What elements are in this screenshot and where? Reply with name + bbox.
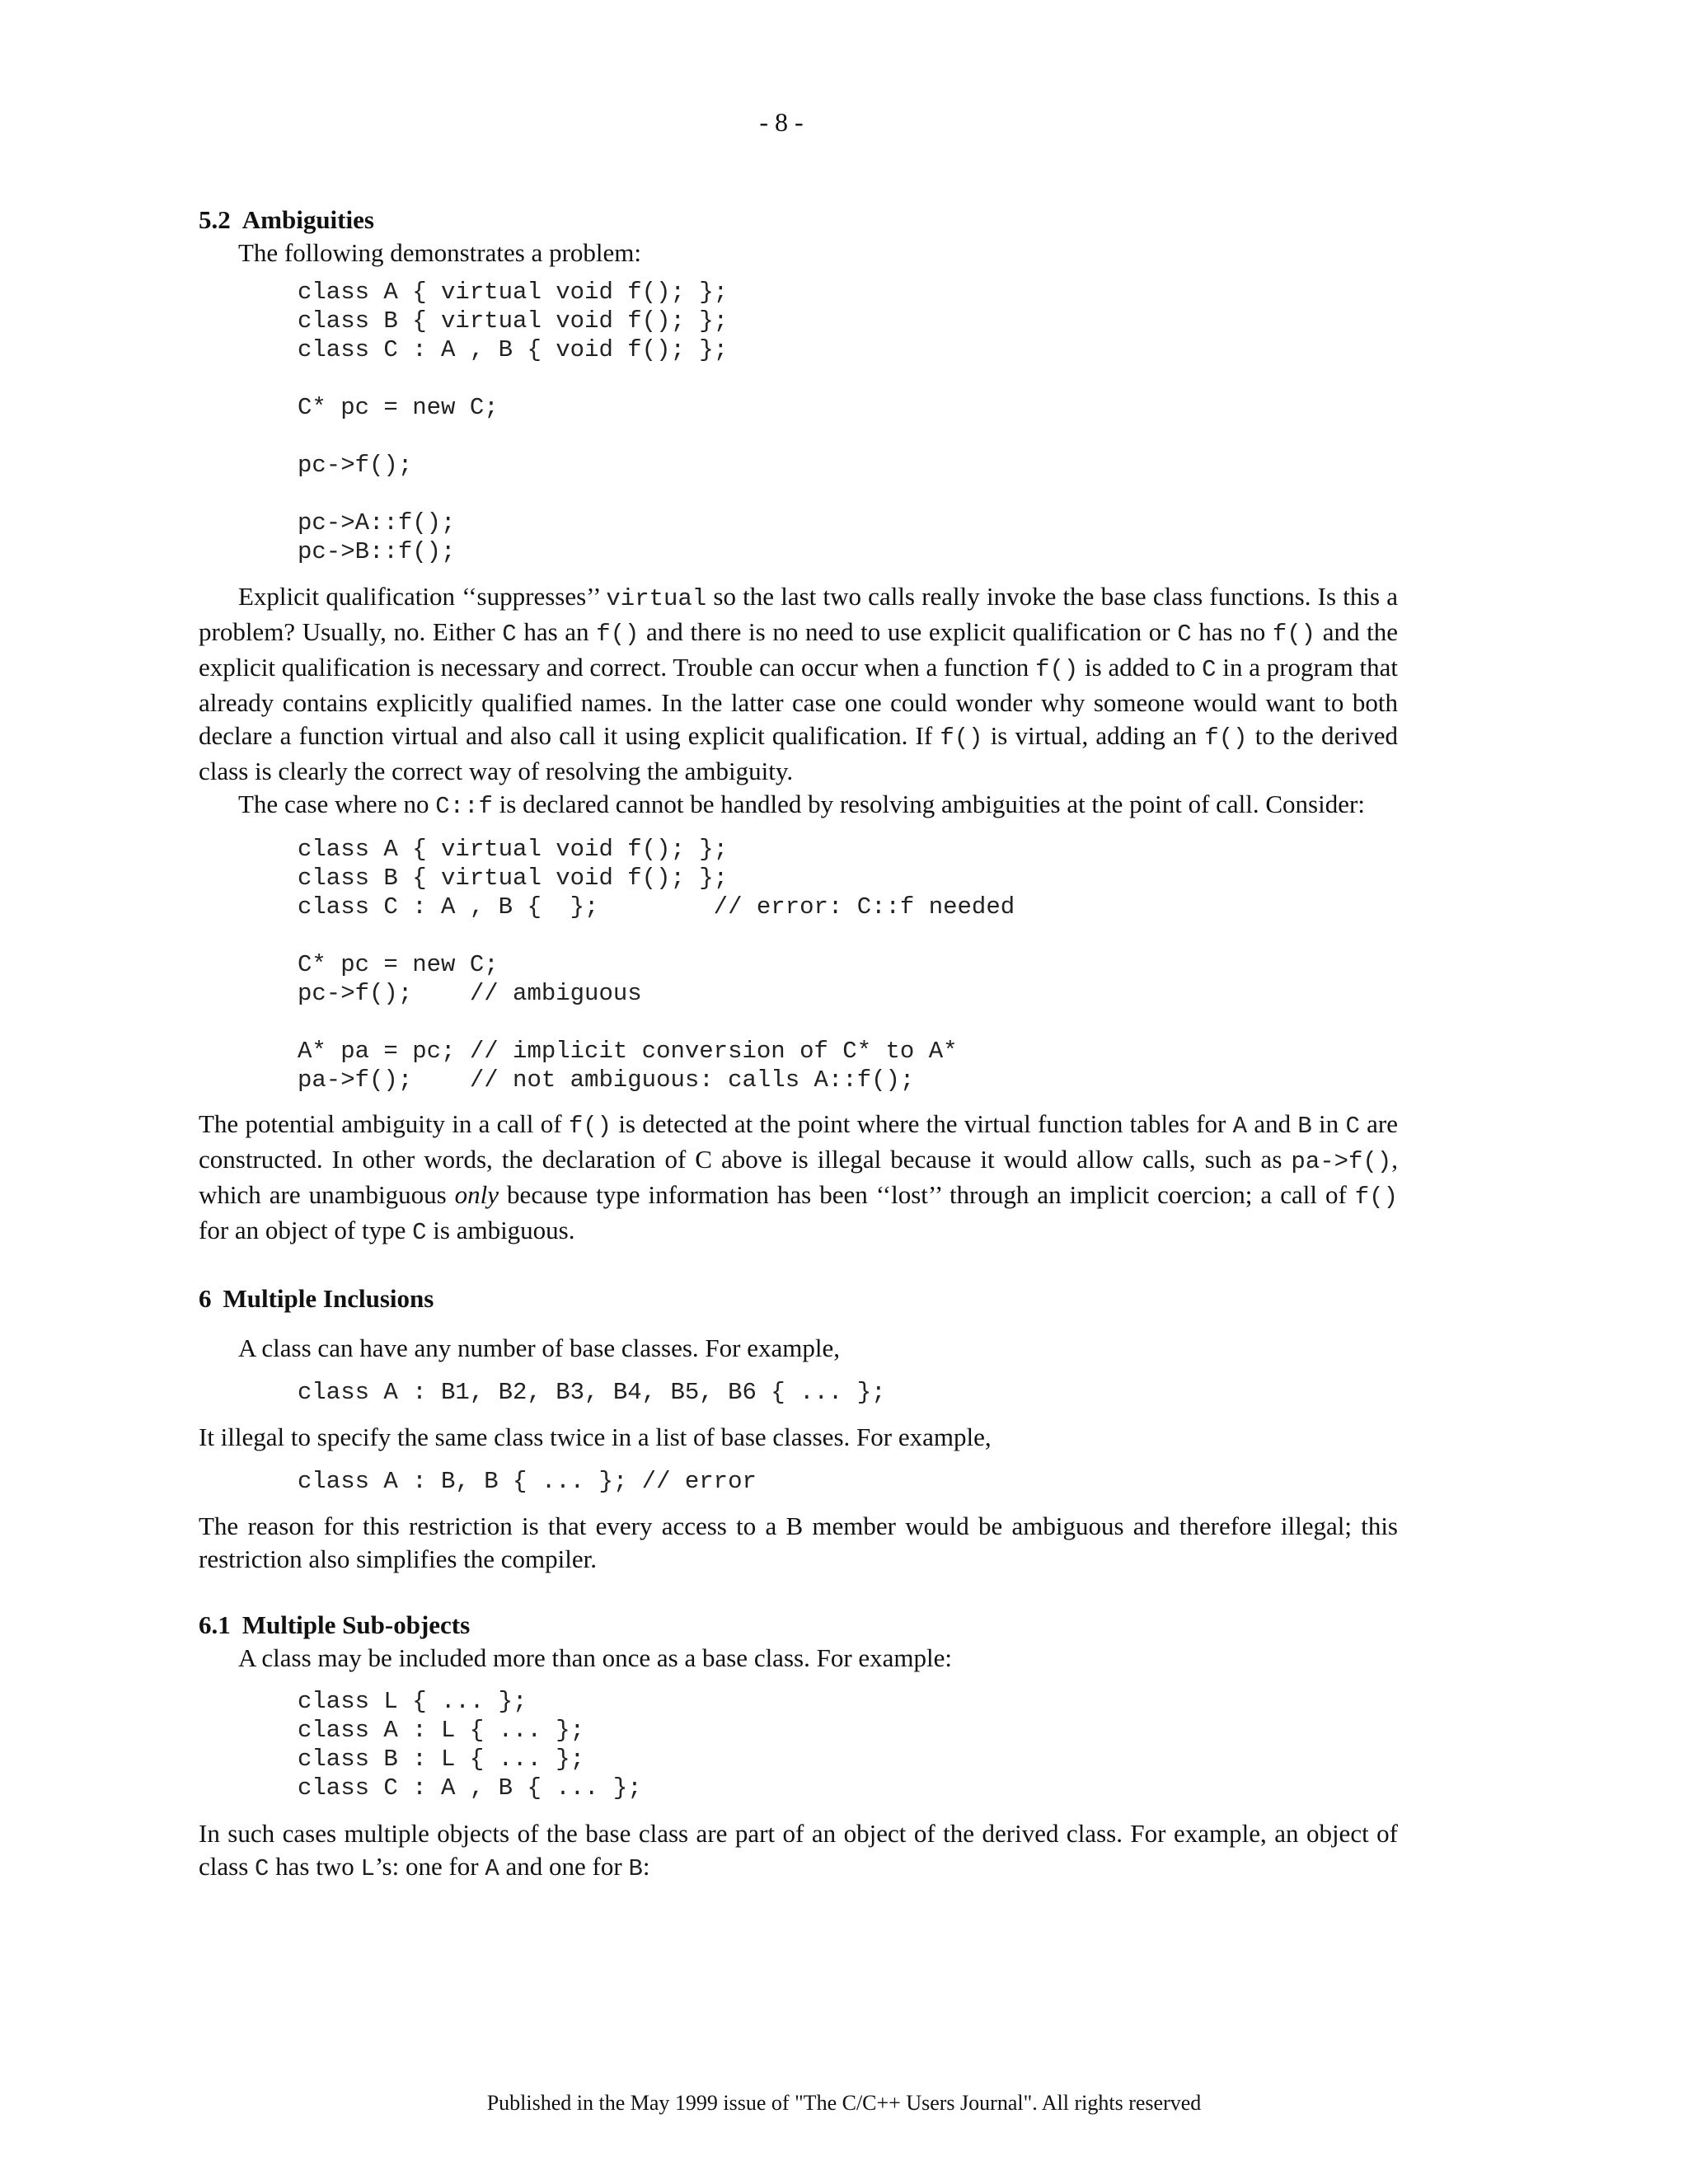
code-block-many-bases: class A : B1, B2, B3, B4, B5, B6 { ... }; [298, 1379, 886, 1406]
section-number: 6 [199, 1284, 212, 1313]
code-block-ambiguity-example: class A { virtual void f(); }; class B { virtual void f(); }; class C : A , B { void f(); }; C* pc = new C; pc->f(); pc->A::f(); pc->B::f(); [298, 279, 729, 565]
section-intro: A class may be included more than once as a base class. For example: [238, 1643, 953, 1672]
section-intro: The following demonstrates a problem: [238, 238, 641, 267]
section-heading-5-2 [199, 204, 1398, 237]
paragraph-same-class-twice: It illegal to specify the same class twice in a list of base classes. For example, [199, 1422, 992, 1451]
paragraph-any-number-of-bases: A class can have any number of base classes. For example, [238, 1333, 840, 1362]
paragraph-multiple-objects: In such cases multiple objects of the base class are part of an object of the derived class. For example, an object of class C has two L’s: one for A and one for B: [199, 1819, 1398, 1882]
page-content [199, 204, 1398, 1886]
section-number: 5.2 [199, 205, 231, 234]
code-block-error-example: class A { virtual void f(); }; class B { virtual void f(); }; class C : A , B { }; // error: C::f needed C* pc = new C; pc->f(); // ambiguous A* pa = pc; // implicit conversion of C* to A* pa->f(); // not ambiguous: calls A::f(); [298, 836, 1015, 1094]
section-title: Multiple Inclusions [223, 1284, 434, 1313]
code-block-duplicate-base: class A : B, B { ... }; // error [298, 1468, 757, 1495]
paragraph-no-cf-declared: The case where no C::f is declared cannot be handled by resolving ambiguities at the point of call. Consider: [238, 790, 1365, 820]
section-number: 6.1 [199, 1610, 231, 1639]
page-footer: Published in the May 1999 issue of "The C/C++ Users Journal". All rights reserved [486, 2091, 1202, 2115]
paragraph-restriction-reason: The reason for this restriction is that every access to a B member would be ambiguous and therefore illegal; this restriction also simplifies the compiler. [199, 1511, 1398, 1573]
page-number: - 8 - [759, 107, 804, 137]
section-heading-6 [199, 1282, 1398, 1315]
code-block-sub-objects: class L { ... }; class A : L { ... }; class B : L { ... }; class C : A , B { ... }; [298, 1688, 642, 1802]
paragraph-explicit-qualification: Explicit qualification ‘‘suppresses’’ virtual so the last two calls really invoke the base class functions. Is this a problem? Usually, no. Either C has an f() and there is no need to use explicit qualification or C has no f() and the explicit qualification is necessary and correct. Trouble can occur when a function f() is added to C in a program that already contains explicitly qualified names. In the latter case one could wonder why someone would want to both declare a function virtual and also call it using explicit qualification. If f() is virtual, adding an f() to the derived class is clearly the correct way of resolving the ambiguity. [199, 582, 1398, 785]
section-title: Ambiguities [241, 205, 374, 234]
paragraph-potential-ambiguity: The potential ambiguity in a call of f() is detected at the point where the virtual function tables for A and B in C are constructed. In other words, the declaration of C above is illegal because it would allow calls, such as pa->f(), which are unambiguous only because type information has been ‘‘lost’’ through an implicit coercion; a call of f() for an object of type C is ambiguous. [199, 1109, 1398, 1246]
section-heading-6-1 [199, 1609, 1398, 1642]
section-title: Multiple Sub-objects [241, 1610, 471, 1639]
